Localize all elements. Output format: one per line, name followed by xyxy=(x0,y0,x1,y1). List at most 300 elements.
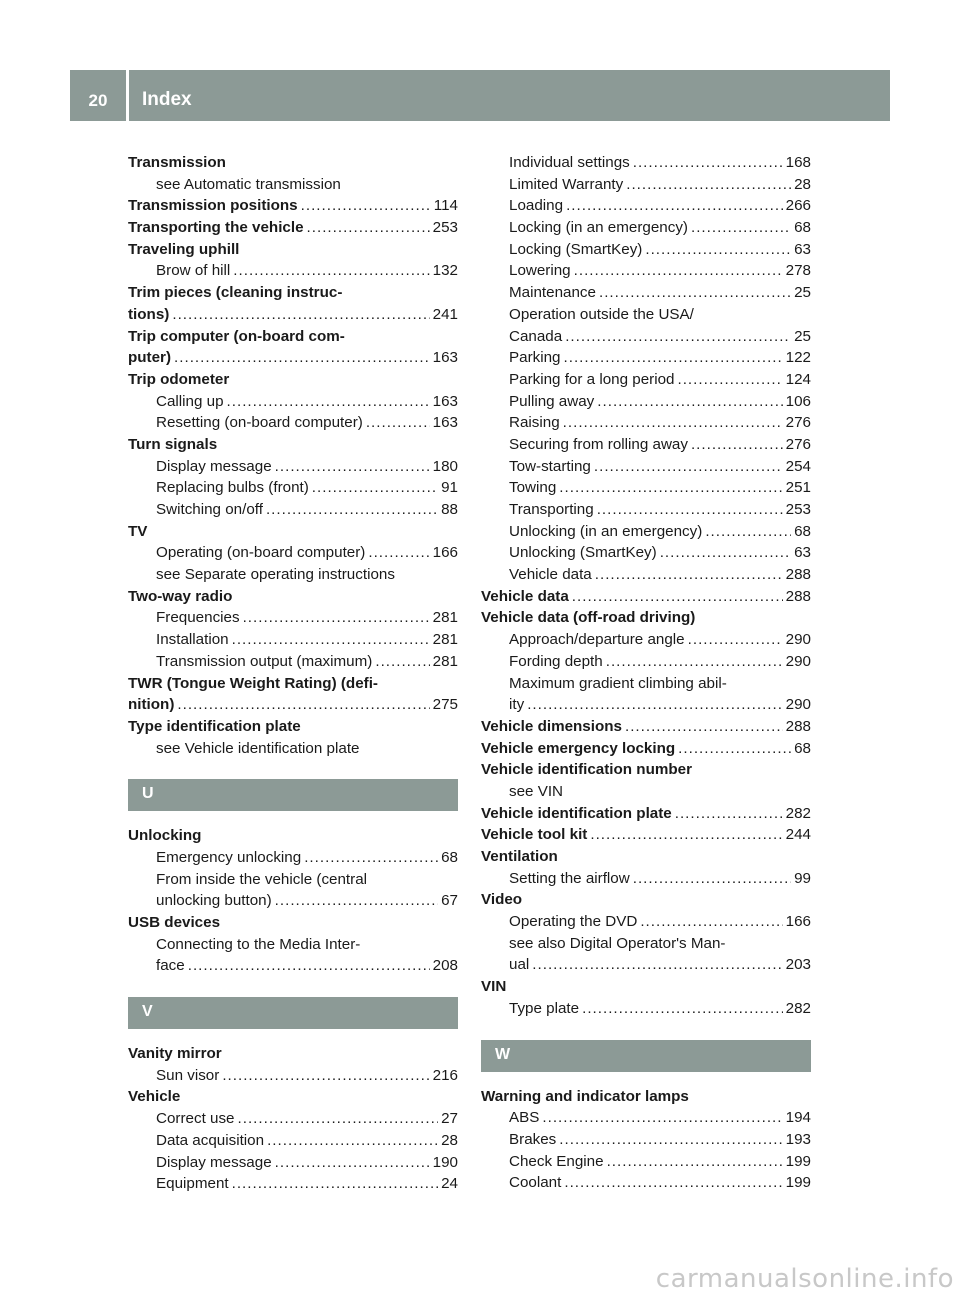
index-subentry xyxy=(481,391,811,413)
entry-text: Maximum gradient climbing abil- xyxy=(509,674,727,692)
page-reference: 166 xyxy=(785,913,811,931)
page-reference: 68 xyxy=(794,522,811,540)
index-subentry xyxy=(128,260,458,282)
page-reference: 28 xyxy=(441,1131,458,1149)
entry-text: Transmission output (maximum) xyxy=(156,652,373,670)
index-entry xyxy=(481,976,811,998)
page-reference: 278 xyxy=(785,262,811,280)
entry-text: Calling up xyxy=(156,392,224,410)
entry-text: Vehicle xyxy=(128,1088,181,1106)
page-reference: 282 xyxy=(785,999,811,1017)
dot-leader xyxy=(232,1173,438,1195)
page-reference: 106 xyxy=(785,392,811,410)
dot-leader xyxy=(625,716,783,738)
index-entry xyxy=(128,673,458,695)
dot-leader xyxy=(527,694,782,716)
entry-text: Operation outside the USA/ xyxy=(509,305,694,323)
index-subentry xyxy=(128,1130,458,1152)
entry-text: Loading xyxy=(509,197,564,215)
letter-heading: W xyxy=(481,1040,811,1072)
entry-text: Unlocking (in an emergency) xyxy=(509,522,703,540)
entry-text: Equipment xyxy=(156,1175,229,1193)
dot-leader xyxy=(705,521,791,543)
dot-leader xyxy=(172,304,429,326)
index-entry xyxy=(128,912,458,934)
page-reference: 281 xyxy=(432,631,458,649)
page-reference: 63 xyxy=(794,544,811,562)
entry-text: Transporting the vehicle xyxy=(128,219,304,237)
dot-leader xyxy=(188,955,430,977)
entry-text: tions) xyxy=(128,305,170,323)
entry-text: Trip odometer xyxy=(128,370,230,388)
dot-leader xyxy=(307,217,430,239)
entry-text: ABS xyxy=(509,1109,540,1127)
entry-text: Type identification plate xyxy=(128,717,301,735)
index-entry xyxy=(481,759,811,781)
entry-text: Data acquisition xyxy=(156,1131,265,1149)
entry-text: Vehicle data xyxy=(509,566,592,584)
dot-leader xyxy=(368,542,429,564)
entry-text: Trip computer (on-board com- xyxy=(128,327,345,345)
page-header xyxy=(70,70,890,121)
entry-text: Two-way radio xyxy=(128,587,233,605)
index-subentry xyxy=(481,954,811,976)
dot-leader xyxy=(691,434,783,456)
page-reference: 208 xyxy=(432,957,458,975)
page-reference: 124 xyxy=(785,370,811,388)
index-entry xyxy=(128,347,458,369)
index-subentry xyxy=(128,1065,458,1087)
entry-text: Vehicle identification plate xyxy=(481,804,672,822)
entry-text: Transmission positions xyxy=(128,197,298,215)
page-reference: 27 xyxy=(441,1110,458,1128)
index-subentry xyxy=(481,152,811,174)
page-reference: 28 xyxy=(794,175,811,193)
header-divider xyxy=(126,70,129,121)
index-subentry xyxy=(128,542,458,564)
dot-leader xyxy=(275,1152,430,1174)
entry-text: Parking for a long period xyxy=(509,370,675,388)
index-entry xyxy=(128,239,458,261)
dot-leader xyxy=(677,369,782,391)
dot-leader xyxy=(233,260,429,282)
entry-text: From inside the vehicle (central xyxy=(156,870,368,888)
entry-text: Brow of hill xyxy=(156,262,231,280)
entry-text: Transporting xyxy=(509,501,594,518)
entry-text: ity xyxy=(509,696,525,714)
index-subentry xyxy=(481,933,811,955)
index-subentry xyxy=(481,1107,811,1129)
entry-text: Traveling uphill xyxy=(128,240,240,258)
index-subentry xyxy=(481,174,811,196)
dot-leader xyxy=(243,607,430,629)
page-reference: 24 xyxy=(441,1175,458,1193)
index-subentry xyxy=(481,434,811,456)
page-reference: 68 xyxy=(794,739,811,757)
index-subentry xyxy=(128,1108,458,1130)
entry-text: ual xyxy=(509,956,530,974)
entry-text: unlocking button) xyxy=(156,892,272,910)
entry-text: Sun visor xyxy=(156,1066,220,1084)
dot-leader xyxy=(590,824,782,846)
index-subentry xyxy=(481,239,811,261)
dot-leader xyxy=(366,412,430,434)
entry-text: Towing xyxy=(509,479,557,497)
entry-text: TV xyxy=(128,522,148,540)
page-reference: 276 xyxy=(785,435,811,453)
index-subentry xyxy=(128,955,458,977)
index-subentry xyxy=(481,477,811,499)
index-subentry xyxy=(481,304,811,326)
entry-text: Brakes xyxy=(509,1130,557,1148)
index-subentry xyxy=(481,217,811,239)
index-subentry xyxy=(128,934,458,956)
page-reference: 163 xyxy=(432,349,458,367)
dot-leader xyxy=(607,1151,783,1173)
page-reference: 253 xyxy=(785,501,811,518)
entry-text: Unlocking (SmartKey) xyxy=(509,544,657,562)
index-subentry xyxy=(481,369,811,391)
entry-text: Correct use xyxy=(156,1110,235,1128)
entry-text: Securing from rolling away xyxy=(509,435,688,453)
dot-leader xyxy=(675,803,783,825)
index-subentry xyxy=(128,607,458,629)
entry-text: Setting the airflow xyxy=(509,869,630,887)
index-entry xyxy=(128,152,458,174)
page-reference: 275 xyxy=(432,696,458,714)
page-reference: 25 xyxy=(794,327,811,345)
index-subentry xyxy=(128,391,458,413)
index-subentry xyxy=(481,1151,811,1173)
index-entry xyxy=(128,586,458,608)
entry-text: Warning and indicator lamps xyxy=(481,1087,689,1105)
watermark: carmanualsonline.info xyxy=(655,1264,954,1294)
entry-text: Operating (on-board computer) xyxy=(156,544,366,562)
index-subentry xyxy=(481,282,811,304)
entry-text: see Separate operating instructions xyxy=(156,566,395,584)
dot-leader xyxy=(595,564,783,586)
index-column-right xyxy=(481,152,811,1194)
dot-leader xyxy=(542,1107,782,1129)
index-subentry xyxy=(481,629,811,651)
index-subentry xyxy=(481,521,811,543)
dot-leader xyxy=(267,1130,438,1152)
entry-text: Vehicle emergency locking xyxy=(481,739,676,757)
entry-text: nition) xyxy=(128,696,175,714)
entry-text: Tow-starting xyxy=(509,457,591,475)
page-reference: 193 xyxy=(785,1130,811,1148)
section-title: Index xyxy=(142,89,192,110)
entry-text: Operating the DVD xyxy=(509,913,638,931)
entry-text: Unlocking xyxy=(128,827,202,845)
entry-text: Lowering xyxy=(509,262,571,280)
index-entry xyxy=(481,889,811,911)
page-reference: 254 xyxy=(785,457,811,475)
index-subentry xyxy=(481,195,811,217)
entry-text: Vehicle dimensions xyxy=(481,717,622,735)
index-entry xyxy=(128,369,458,391)
index-subentry xyxy=(481,260,811,282)
index-entry xyxy=(128,326,458,348)
index-subentry xyxy=(481,651,811,673)
entry-text: USB devices xyxy=(128,914,221,931)
dot-leader xyxy=(597,391,782,413)
dot-leader xyxy=(564,1172,782,1194)
entry-text: Vehicle identification number xyxy=(481,761,692,779)
entry-text: Parking xyxy=(509,349,561,367)
dot-leader xyxy=(688,629,783,651)
page-reference: 290 xyxy=(785,696,811,714)
dot-leader xyxy=(633,868,791,890)
entry-text: TWR (Tongue Weight Rating) (defi- xyxy=(128,674,378,692)
index-subentry xyxy=(128,499,458,521)
entry-text: puter) xyxy=(128,349,172,367)
index-entry xyxy=(481,824,811,846)
dot-leader xyxy=(597,499,783,521)
page-reference: 282 xyxy=(785,804,811,822)
index-subentry xyxy=(128,456,458,478)
page-reference: 25 xyxy=(794,284,811,302)
entry-text: Turn signals xyxy=(128,435,218,453)
page-reference: 281 xyxy=(432,652,458,670)
dot-leader xyxy=(574,260,783,282)
dot-leader xyxy=(566,195,783,217)
page-reference: 244 xyxy=(785,826,811,844)
dot-leader xyxy=(304,847,438,869)
dot-leader xyxy=(227,391,430,413)
index-subentry xyxy=(128,1152,458,1174)
entry-text: VIN xyxy=(481,978,507,996)
entry-text: Installation xyxy=(156,631,229,649)
entry-text: Coolant xyxy=(509,1174,562,1192)
entry-text: Connecting to the Media Inter- xyxy=(156,935,361,953)
entry-text: Video xyxy=(481,891,523,909)
page-reference: 199 xyxy=(785,1152,811,1170)
index-subentry xyxy=(481,542,811,564)
index-entry xyxy=(128,521,458,543)
page-reference: 68 xyxy=(794,219,811,237)
page-reference: 203 xyxy=(785,956,811,974)
entry-text: Ventilation xyxy=(481,848,558,865)
page-reference: 163 xyxy=(432,392,458,410)
index-subentry xyxy=(128,738,458,760)
dot-leader xyxy=(222,1065,429,1087)
index-entry xyxy=(481,607,811,629)
dot-leader xyxy=(559,1129,782,1151)
index-subentry xyxy=(128,477,458,499)
index-subentry xyxy=(128,174,458,196)
dot-leader xyxy=(626,174,791,196)
page-reference: 288 xyxy=(785,566,811,584)
entry-text: Vehicle tool kit xyxy=(481,826,588,844)
index-entry xyxy=(128,304,458,326)
page-reference: 266 xyxy=(785,197,811,215)
dot-leader xyxy=(174,347,430,369)
dot-leader xyxy=(232,629,430,651)
page-reference: 99 xyxy=(794,869,811,887)
dot-leader xyxy=(275,890,438,912)
dot-leader xyxy=(565,326,791,348)
entry-text: Emergency unlocking xyxy=(156,848,302,866)
index-subentry xyxy=(128,847,458,869)
letter-heading: U xyxy=(128,779,458,811)
entry-text: Replacing bulbs (front) xyxy=(156,479,309,497)
entry-text: Display message xyxy=(156,457,272,475)
index-subentry xyxy=(481,412,811,434)
index-entry xyxy=(128,716,458,738)
index-subentry xyxy=(481,1129,811,1151)
page-reference: 68 xyxy=(441,848,458,866)
entry-text: Maintenance xyxy=(509,284,596,302)
entry-text: see VIN xyxy=(509,782,564,800)
index-subentry xyxy=(481,911,811,933)
dot-leader xyxy=(559,477,782,499)
index-entry xyxy=(481,716,811,738)
index-entry xyxy=(481,846,811,868)
index-entry xyxy=(481,738,811,760)
dot-leader xyxy=(582,998,783,1020)
page-reference: 122 xyxy=(785,349,811,367)
page-reference: 163 xyxy=(432,414,458,432)
page-reference: 63 xyxy=(794,240,811,258)
index-subentry xyxy=(481,694,811,716)
entry-text: see also Digital Operator's Man- xyxy=(509,934,726,952)
page-reference: 168 xyxy=(785,154,811,171)
page-reference: 290 xyxy=(785,631,811,649)
entry-text: Locking (in an emergency) xyxy=(509,219,688,237)
index-entry xyxy=(128,825,458,847)
dot-leader xyxy=(301,195,431,217)
index-column-left xyxy=(128,152,458,1195)
index-subentry xyxy=(128,564,458,586)
dot-leader xyxy=(599,282,791,304)
dot-leader xyxy=(572,586,783,608)
page-reference: 251 xyxy=(785,479,811,497)
index-subentry xyxy=(128,1173,458,1195)
entry-text: Fording depth xyxy=(509,652,603,670)
index-subentry xyxy=(481,1172,811,1194)
index-entry xyxy=(128,195,458,217)
letter-heading: V xyxy=(128,997,458,1029)
entry-text: Vehicle data xyxy=(481,587,569,605)
entry-text: Resetting (on-board computer) xyxy=(156,414,363,432)
entry-text: Vehicle data (off-road driving) xyxy=(481,609,696,627)
index-entry xyxy=(128,282,458,304)
index-subentry xyxy=(481,868,811,890)
entry-text: Type plate xyxy=(509,999,580,1017)
dot-leader xyxy=(606,651,783,673)
dot-leader xyxy=(266,499,438,521)
entry-text: Trim pieces (cleaning instruc- xyxy=(128,284,343,302)
dot-leader xyxy=(375,651,429,673)
index-subentry xyxy=(128,412,458,434)
page-reference: 166 xyxy=(432,544,458,562)
page-reference: 194 xyxy=(785,1109,811,1127)
index-subentry xyxy=(481,998,811,1020)
dot-leader xyxy=(640,911,782,933)
page-reference: 241 xyxy=(432,305,458,323)
page-reference: 281 xyxy=(432,609,458,627)
entry-text: Pulling away xyxy=(509,392,595,410)
dot-leader xyxy=(238,1108,439,1130)
page-reference: 91 xyxy=(441,479,458,497)
page-reference: 114 xyxy=(433,197,458,215)
page-reference: 88 xyxy=(441,501,458,518)
index-subentry xyxy=(128,629,458,651)
entry-text: Approach/departure angle xyxy=(509,631,685,649)
page-reference: 132 xyxy=(432,262,458,280)
entry-text: Canada xyxy=(509,327,563,345)
index-entry xyxy=(128,1043,458,1065)
page-reference: 190 xyxy=(432,1153,458,1171)
entry-text: Raising xyxy=(509,414,560,432)
index-entry xyxy=(128,694,458,716)
index-entry xyxy=(481,1086,811,1108)
entry-text: Frequencies xyxy=(156,609,240,627)
index-subentry xyxy=(481,326,811,348)
page-reference: 288 xyxy=(785,587,811,605)
index-entry xyxy=(481,803,811,825)
dot-leader xyxy=(678,738,791,760)
page-reference: 67 xyxy=(441,892,458,910)
entry-text: Limited Warranty xyxy=(509,175,624,193)
dot-leader xyxy=(564,347,783,369)
index-subentry xyxy=(481,347,811,369)
entry-text: Transmission xyxy=(128,154,226,171)
index-subentry xyxy=(481,564,811,586)
page-reference: 253 xyxy=(432,219,458,237)
dot-leader xyxy=(660,542,791,564)
page-reference: 290 xyxy=(785,652,811,670)
dot-leader xyxy=(275,456,430,478)
dot-leader xyxy=(691,217,791,239)
page-reference: 199 xyxy=(785,1174,811,1192)
dot-leader xyxy=(177,694,429,716)
index-subentry xyxy=(128,651,458,673)
entry-text: Individual settings xyxy=(509,154,630,171)
index-subentry xyxy=(481,456,811,478)
page-number: 20 xyxy=(88,91,108,110)
index-subentry xyxy=(481,499,811,521)
index-entry xyxy=(128,434,458,456)
page-reference: 288 xyxy=(785,717,811,735)
dot-leader xyxy=(563,412,783,434)
entry-text: Switching on/off xyxy=(156,501,263,518)
entry-text: Display message xyxy=(156,1153,272,1171)
dot-leader xyxy=(645,239,791,261)
index-subentry xyxy=(481,673,811,695)
page-reference: 180 xyxy=(432,457,458,475)
dot-leader xyxy=(594,456,783,478)
index-subentry xyxy=(128,869,458,891)
index-subentry xyxy=(128,890,458,912)
dot-leader xyxy=(532,954,782,976)
entry-text: Locking (SmartKey) xyxy=(509,240,643,258)
index-subentry xyxy=(481,781,811,803)
page-reference: 216 xyxy=(432,1066,458,1084)
entry-text: Check Engine xyxy=(509,1152,604,1170)
dot-leader xyxy=(312,477,438,499)
entry-text: see Vehicle identification plate xyxy=(156,739,360,757)
index-entry xyxy=(128,217,458,239)
entry-text: face xyxy=(156,957,185,975)
page-reference: 276 xyxy=(785,414,811,432)
index-entry xyxy=(128,1086,458,1108)
dot-leader xyxy=(633,152,783,174)
index-entry xyxy=(481,586,811,608)
entry-text: see Automatic transmission xyxy=(156,175,341,193)
entry-text: Vanity mirror xyxy=(128,1045,222,1063)
